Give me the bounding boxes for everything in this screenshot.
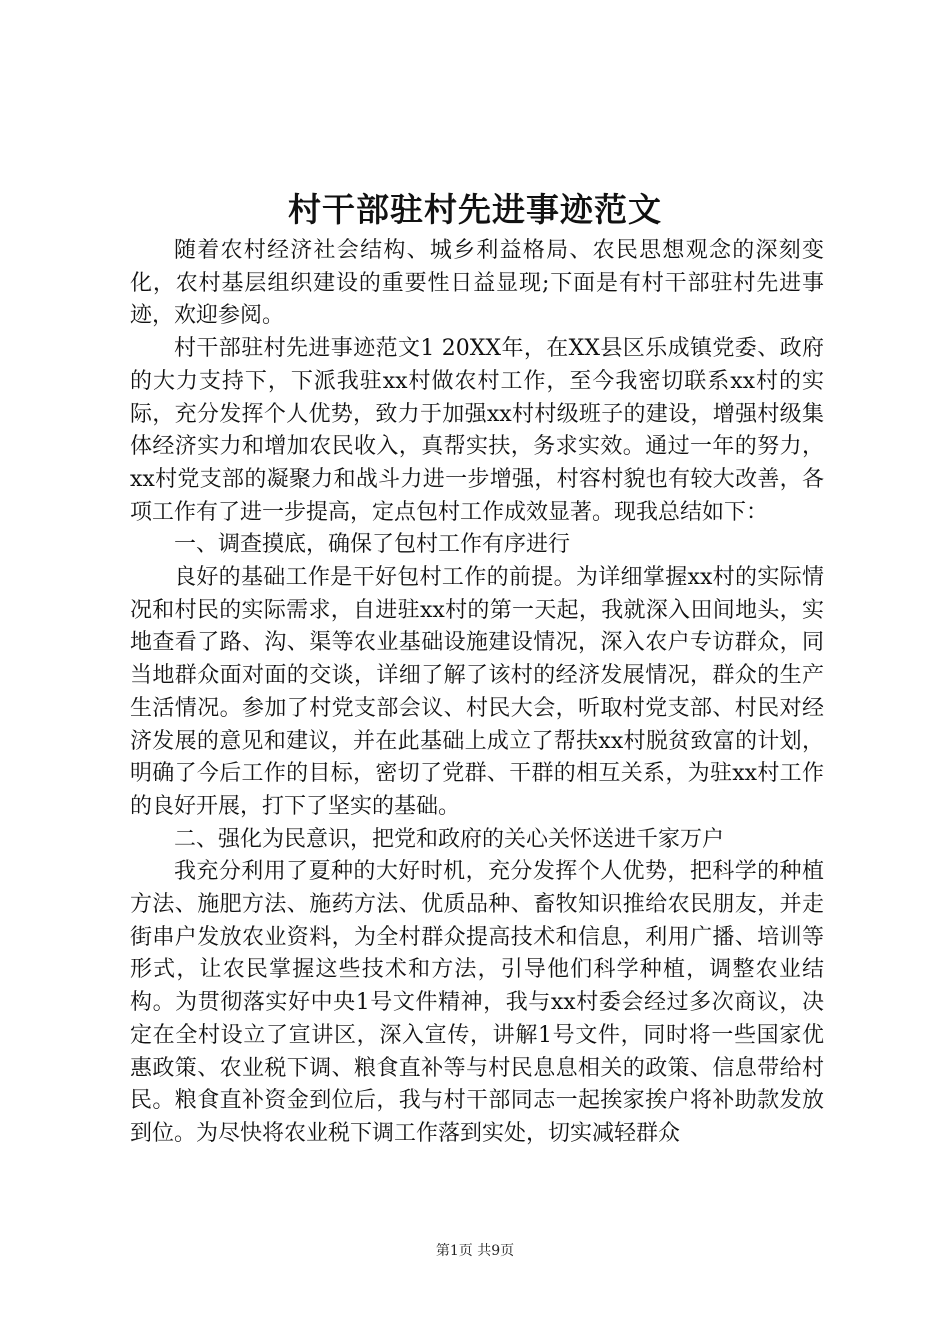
paragraph-section-2: 我充分利用了夏种的大好时机，充分发挥个人优势，把科学的种植方法、施肥方法、施药方法、优质品种、畜牧知识推给农民朋友，并走街串户发放农业资料，为全村群众提高技术和信息，利用广播、培训等形式，让农民掌握这些技术和方法，引导他们科学种植，调整农业结构。为贯彻落实好中央1号文件精神，我与xx村委会经过多次商议，决定在全村设立了宣讲区，深入宣传，讲解1号文件，同时将一些国家优惠政策、农业税下调、粮食直补等与村民息息相关的政策、信息带给村民。粮食直补资金到位后，我与村干部同志一起挨家挨户将补助款发放到位。为尽快将农业税下调工作落到实处，切实减轻群众 bbox=[130, 859, 824, 1146]
document-body bbox=[130, 235, 824, 1151]
paragraph-section-1: 良好的基础工作是干好包村工作的前提。为详细掌握xx村的实际情况和村民的实际需求，自进驻xx村的第一天起，我就深入田间地头，实地查看了路、沟、渠等农业基础设施建设情况，深入农户专访群众，同当地群众面对面的交谈，详细了解了该村的经济发展情况，群众的生产生活情况。参加了村党支部会议、村民大会，听取村党支部、村民对经济发展的意见和建议，并在此基础上成立了帮扶xx村脱贫致富的计划，明确了今后工作的目标，密切了党群、干群的相互关系，为驻xx村工作的良好开展，打下了坚实的基础。 bbox=[130, 565, 824, 819]
paragraph-summary: 村干部驻村先进事迹范文1 20XX年，在XX县区乐成镇党委、政府的大力支持下，下派我驻xx村做农村工作，至今我密切联系xx村的实际，充分发挥个人优势，致力于加强xx村村级班子的建设，增强村级集体经济实力和增加农民收入，真帮实扶，务求实效。通过一年的努力，xx村党支部的凝聚力和战斗力进一步增强，村容村貌也有较大改善，各项工作有了进一步提高，定点包村工作成效显著。现我总结如下： bbox=[130, 336, 824, 525]
page-footer: 第1页 共9页 bbox=[435, 1243, 515, 1259]
paragraph-intro: 随着农村经济社会结构、城乡利益格局、农民思想观念的深刻变化，农村基层组织建设的重要性日益显现;下面是有村干部驻村先进事迹，欢迎参阅。 bbox=[130, 238, 824, 329]
document-title: 村干部驻村先进事迹范文 bbox=[288, 190, 662, 229]
section-heading-2: 二、强化为民意识，把党和政府的关心关怀送进千家万户 bbox=[174, 826, 725, 852]
section-heading-1: 一、调查摸底，确保了包村工作有序进行 bbox=[174, 532, 571, 558]
